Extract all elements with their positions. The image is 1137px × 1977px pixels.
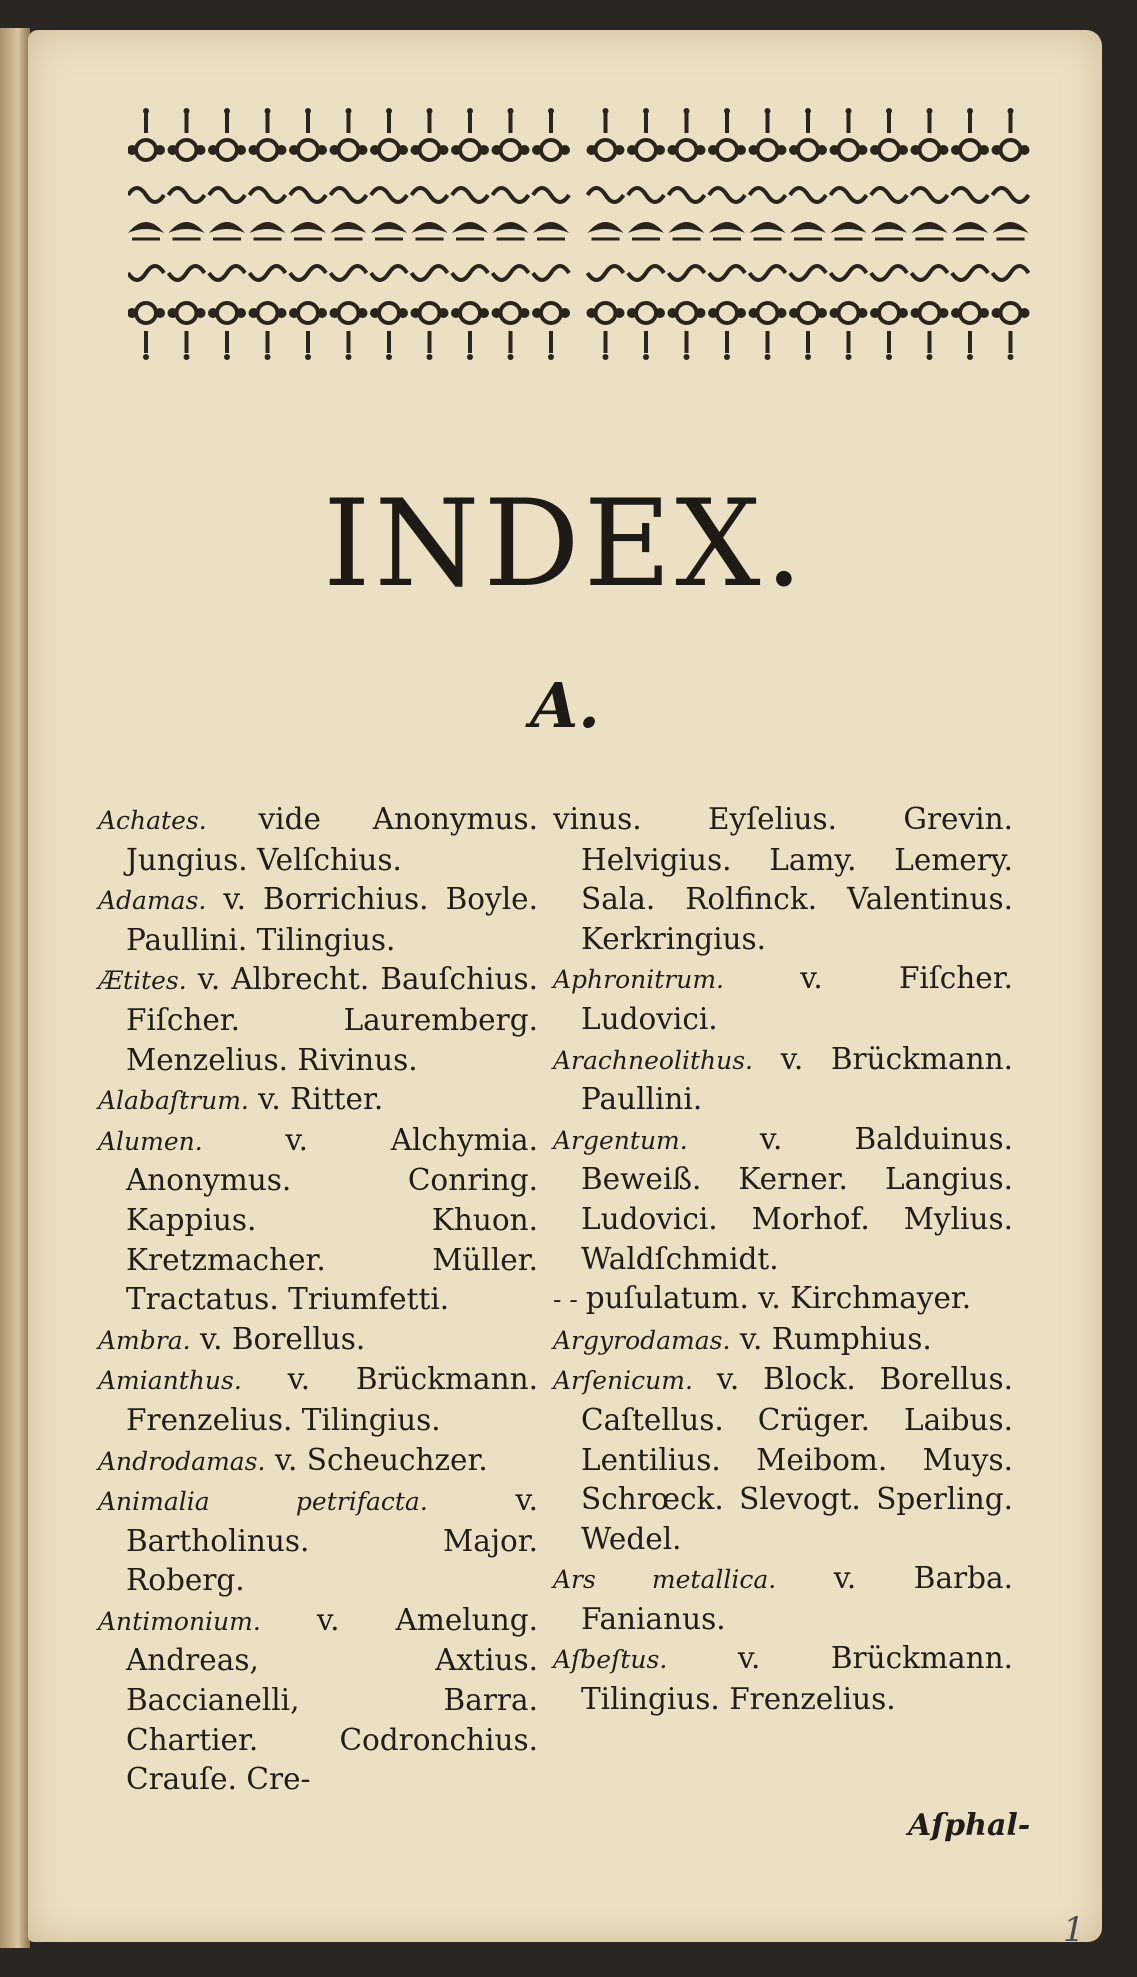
- entry-term: Achates.: [98, 806, 207, 835]
- entry-refs: v. Barba. Fanianus.: [581, 1561, 1014, 1636]
- index-entry: [553, 1360, 1013, 1559]
- entry-refs: v. Rumphius.: [730, 1321, 932, 1356]
- page-title: INDEX.: [323, 475, 807, 614]
- entry-term: Argentum.: [553, 1125, 688, 1155]
- entry-refs: v. Alchymia. Anonymus. Conring. Kappius. Khuon. Kretzmacher. Müller. Tractatus. Triumfetti.: [126, 1122, 538, 1317]
- entry-refs: v. Bartholinus. Major. Roberg.: [126, 1483, 538, 1598]
- index-entry: [98, 800, 538, 880]
- decorative-headpiece: [128, 105, 1048, 375]
- entry-term: Antimonium.: [98, 1606, 261, 1636]
- index-entry: [98, 880, 538, 960]
- entry-term: Ambra.: [98, 1325, 191, 1355]
- index-entry: [98, 1360, 538, 1440]
- index-entry: [98, 1441, 538, 1482]
- entry-refs: vide Anonymus. Jungius. Velſchius.: [126, 802, 538, 877]
- index-entry: [553, 1559, 1013, 1639]
- entry-term: Arſenicum.: [553, 1366, 693, 1396]
- index-entry: [98, 960, 538, 1080]
- entry-term: Alabaſtrum.: [98, 1086, 249, 1116]
- index-entry: [553, 1120, 1013, 1279]
- entry-refs: v. Scheuchzer.: [265, 1442, 488, 1477]
- entry-term: Alumen.: [98, 1126, 203, 1156]
- entry-refs: v. Albrecht. Bauſchius. Fiſcher. Lauremberg. Menzelius. Rivinus.: [126, 962, 538, 1077]
- index-column-left: [98, 800, 538, 1800]
- entry-refs: v. Brückmann. Tilingius. Frenzelius.: [581, 1641, 1013, 1717]
- entry-term: Animalia petrifacta.: [98, 1487, 428, 1517]
- entry-term: Arachneolithus.: [553, 1045, 753, 1075]
- entry-term: Argyrodamas.: [553, 1325, 731, 1355]
- entry-refs: v. Amelung. Andreas, Axtius. Baccianelli, Barra. Chartier. Codronchius. Crauſe. Cre-: [126, 1602, 538, 1797]
- entry-refs: v. Balduinus. Beweiß. Kerner. Langius. Ludovici. Morhof. Mylius. Waldſchmidt.: [581, 1121, 1013, 1276]
- entry-refs: v. Block. Borellus. Caſtellus. Crüger. Laibus. Lentilius. Meibom. Muys. Schrœck. Slevogt. Sperling. Wedel.: [581, 1362, 1013, 1556]
- entry-refs: v. Brückmann. Frenzelius. Tilingius.: [126, 1362, 538, 1437]
- entry-refs: v. Borellus.: [190, 1321, 366, 1356]
- index-entry: [98, 1320, 538, 1361]
- index-entry: [553, 1320, 1013, 1361]
- entry-term: Ars metallica.: [553, 1565, 777, 1595]
- entry-term: Adamas.: [98, 886, 207, 916]
- book-page: [28, 30, 1102, 1950]
- entry-refs: puſulatum. v. Kirchmayer.: [585, 1281, 972, 1316]
- index-entry: [98, 1080, 538, 1121]
- facing-page-edge: [0, 28, 30, 1948]
- entry-term: Aſbeſtus.: [553, 1645, 668, 1675]
- index-entry: [98, 1601, 538, 1800]
- entry-term: - -: [553, 1285, 586, 1315]
- entry-term: Androdamas.: [98, 1446, 266, 1476]
- index-entry: [98, 1121, 538, 1320]
- index-entry: [553, 1639, 1013, 1719]
- entry-refs: v. Brückmann. Paullini.: [581, 1041, 1013, 1117]
- catchword: Aſphal-: [908, 1808, 1031, 1843]
- index-entry: [553, 800, 1013, 959]
- entry-refs: vinus. Eyſelius. Grevin. Helvigius. Lamy. Lemery. Sala. Rolfinck. Valentinus. Kerkringius.: [553, 802, 1013, 956]
- entry-refs: v. Fiſcher. Ludovici.: [581, 961, 1013, 1036]
- index-entry: [98, 1481, 538, 1601]
- index-entry: [553, 959, 1013, 1039]
- entry-refs: v. Borrichius. Boyle. Paullini. Tilingius.: [126, 882, 538, 957]
- section-letter: A.: [530, 669, 600, 742]
- entry-term: Ætites.: [98, 966, 187, 996]
- entry-term: Aphronitrum.: [553, 965, 725, 995]
- page-mark: 1: [1063, 1910, 1085, 1950]
- entry-term: Amianthus.: [98, 1366, 242, 1396]
- index-entry: [553, 1279, 1013, 1320]
- entry-refs: v. Ritter.: [248, 1082, 384, 1117]
- index-entry: [553, 1040, 1013, 1120]
- index-column-right: [553, 800, 1013, 1720]
